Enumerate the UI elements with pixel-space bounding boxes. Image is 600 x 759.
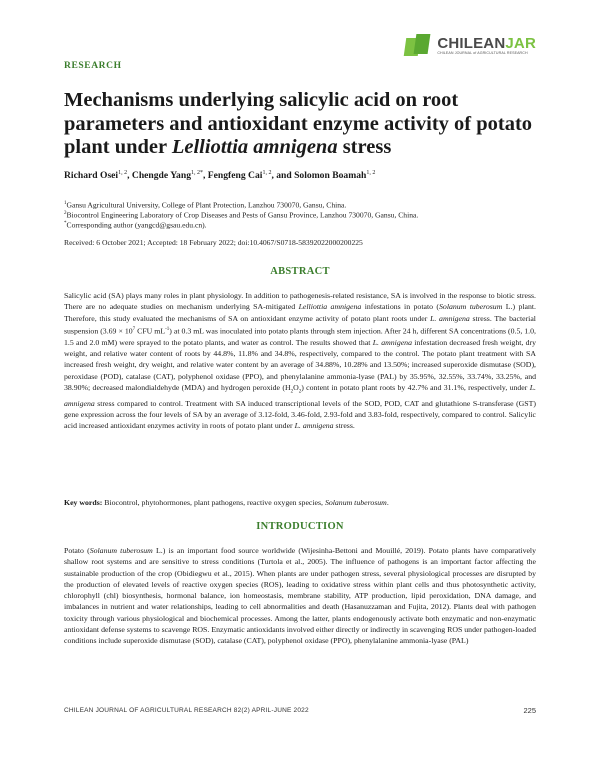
- journal-footer: CHILEAN JOURNAL OF AGRICULTURAL RESEARCH 82(2) APRIL-JUNE 2022: [64, 707, 309, 714]
- affiliation: $^2$Biocontrol Engineering Laboratory of Crop Diseases and Pests of Gansu Province, Lanzhou 730070, Gansu, China.: [64, 210, 419, 220]
- section-label: RESEARCH: [64, 61, 122, 71]
- keywords: Key words: Biocontrol, phytohormones, plant pathogens, reactive oxygen species, Solanum tuberosum.: [64, 498, 389, 507]
- logo-wordmark: CHILEANJAR: [437, 35, 536, 53]
- logo-subtitle: CHILEAN JOURNAL of AGRICULTURAL RESEARCH: [437, 51, 528, 56]
- affiliation: $^1$Gansu Agricultural University, College of Plant Protection, Lanzhou 730070, Gansu, China.: [64, 200, 347, 210]
- author: Richard Osei: [64, 170, 119, 182]
- introduction-heading: INTRODUCTION: [256, 521, 344, 532]
- author: and Solomon Boamah: [276, 170, 367, 182]
- received-dates-doi: Received: 6 October 2021; Accepted: 18 February 2022; doi:10.4067/S0718-58392022000200225: [64, 238, 363, 247]
- author-list: Richard Osei$^{1, 2}$, Chengde Yang$^{1, 2*}$, Fengfeng Cai$^{1, 2}$, and Solomon Boamah$^{1, 2}$: [64, 170, 376, 182]
- introduction-text: Potato (Solanum tuberosum L.) is an important food source worldwide (Wijesinha-Bettoni and Mouillé, 2019). Potato plants have comparatively shallow root systems and are sensitive to stress conditions (Turtola et al., 2005). The influence of pathogens is an important factor affecting the sustainable production of the crop (Obidiegwu et al., 2015). When plants are under pathogen stress, several physiological processes are disrupted by the production of elevated levels of reactive oxygen species (ROS), leading to oxidative stress within plant cells and thus photosynthetic activity, chlorophyll (chl) biosynthesis, hormonal balance, ion homeostasis, membrane stability, ATP production, lipid peroxidation, DNA damage, and imbalances in nutrient and water relationships, leading to cell abnormalities and death (Hasanuzzaman and Fujita, 2012). Plants deal with pathogen toxicity through various physiological and biochemical processes. Among the latter, plants endogenously activate both enzymatic and non-enzymatic antioxidant defense systems to scavenge ROS. Enzymatic antioxidants involved either directly or indirectly in scavenging ROS under pathogen-loaded conditions include superoxide dismutase (SOD), catalase (CAT), polyphenol oxidase (PPO), phenylalanine ammonia-lyase (PAL): [64, 546, 536, 646]
- abstract-heading: ABSTRACT: [270, 266, 330, 277]
- author: Chengde Yang: [131, 170, 191, 182]
- author: Fengfeng Cai: [207, 170, 263, 182]
- abstract-text: Salicylic acid (SA) plays many roles in plant physiology. In addition to pathogenesis-related resistance, SA is involved in the response to biotic stress. There are no adequate studies on mechanism underlying SA-mitigated Lelliottia amnigena infestations in potato (Solanum tuberosum L.) plant. Therefore, this study evaluated the mechanisms of SA on antioxidant enzyme activity of potato plant roots under L. amnigena stress. The bacterial suspension ($3.69 \times 10^7$ CFU $mL^{-1}$) at 0.3 mL was inoculated into potato plants through stem injection. After 24 h, different SA concentrations (0.5, 1.0, 1.5 and 2.0 mM) were sprayed to the potato plants, and water as control. The results showed that L. amnigena infestation decreased fresh weight, dry weight, and relative water content of roots by 44.8%, 11.8% and 34.8%, respectively, compared to the control. The potato plant treatment with SA increased fresh weight, dry weight, and relative water content by an average of 34.88%, 10.28% and 13.50%; increased superoxide dismutase (SOD), peroxidase (POD), catalase (CAT), polyphenol oxidase (PPO), and phenylalanine ammonia-lyase (PAL) by 35.95%, 32.55%, 33.74%, 33.25%, and 38.90%; decreased malondialdehyde (MDA) and hydrogen peroxide $(H_2O_2)$ content in potato plant roots by 42.7% and 31.1%, respectively, under L. amnigena stress compared to control. Treatment with SA induced transcriptional levels of the SOD, POD, CAT and glutathione S-transferase (GST) gene expression across the four levels of SA by an average of 3.12-fold, 3.46-fold, 2.93-fold and 3.83-fold, respectively, compared to control. Salicylic acid increased antioxidant enzymes activity in roots of potato plant under L. amnigena stress.: [64, 291, 536, 431]
- corresponding-author: *Corresponding author (yangcd@gsau.edu.cn).: [64, 220, 207, 230]
- article-title: Mechanisms underlying salicylic acid on root parameters and antioxidant enzyme activity of potato plant under Lelliottia amnigena stress: [64, 89, 533, 158]
- leaf-logo-icon: [405, 34, 433, 58]
- journal-logo: [405, 34, 536, 58]
- page-number: 225: [523, 706, 536, 715]
